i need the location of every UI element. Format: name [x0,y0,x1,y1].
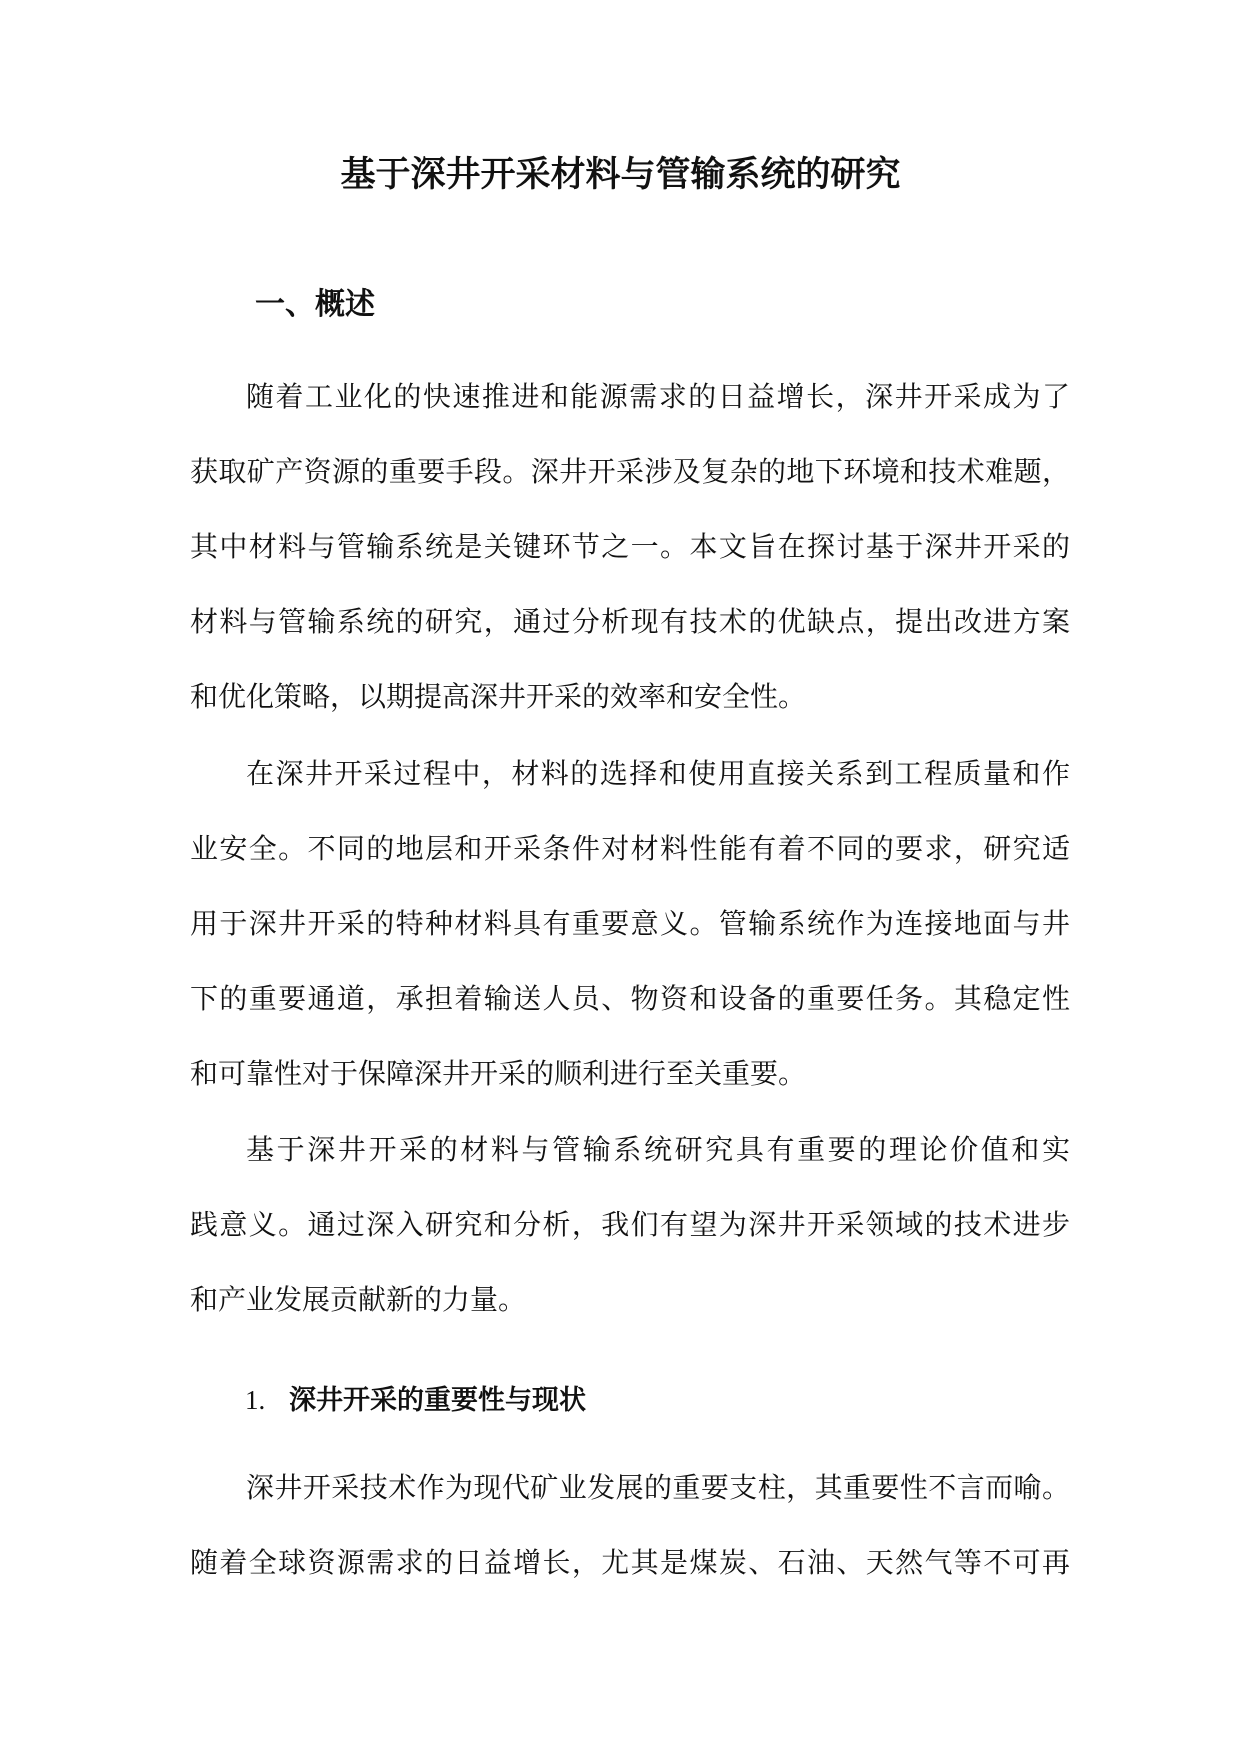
paragraph [190,1112,1070,1337]
subsection-title: 深井开采的重要性与现状 [289,1385,586,1416]
paragraph [190,736,1070,1111]
paragraph-line: 和产业发展贡献新的力量。 [190,1283,527,1316]
paragraph-line: 随着工业化的快速推进和能源需求的日益增长，深井开采成为了 [246,380,1070,413]
paragraph-line: 下的重要通道，承担着输送人员、物资和设备的重要任务。其稳定性 [190,982,1070,1015]
paragraph-line: 获取矿产资源的重要手段。深井开采涉及复杂的地下环境和技术难题， [190,455,1070,488]
paragraph-line: 践意义。通过深入研究和分析，我们有望为深井开采领域的技术进步 [190,1208,1070,1241]
subsection-heading [245,1375,586,1426]
paragraph-line: 其中材料与管输系统是关键环节之一。本文旨在探讨基于深井开采的 [190,530,1070,563]
paragraph-line: 在深井开采过程中，材料的选择和使用直接关系到工程质量和作 [246,757,1070,790]
paragraph-line: 深井开采技术作为现代矿业发展的重要支柱，其重要性不言而喻。 [246,1471,1070,1504]
paragraph-line: 和可靠性对于保障深井开采的顺利进行至关重要。 [190,1057,807,1090]
paragraph-line: 基于深井开采的材料与管输系统研究具有重要的理论价值和实 [246,1133,1070,1166]
paragraph-line: 材料与管输系统的研究，通过分析现有技术的优缺点，提出改进方案 [190,605,1070,638]
paragraph [190,359,1070,734]
paragraph-line: 和优化策略，以期提高深井开采的效率和安全性。 [190,680,807,713]
section-heading: 一、概述 [255,287,375,322]
paragraph-line: 业安全。不同的地层和开采条件对材料性能有着不同的要求，研究适 [190,832,1070,865]
document-title: 基于深井开采材料与管输系统的研究 [340,155,901,195]
paragraph-line: 用于深井开采的特种材料具有重要意义。管输系统作为连接地面与井 [190,907,1070,940]
paragraph-line: 随着全球资源需求的日益增长，尤其是煤炭、石油、天然气等不可再 [190,1546,1070,1579]
paragraph [190,1450,1070,1600]
subsection-number: 1. [245,1385,266,1415]
